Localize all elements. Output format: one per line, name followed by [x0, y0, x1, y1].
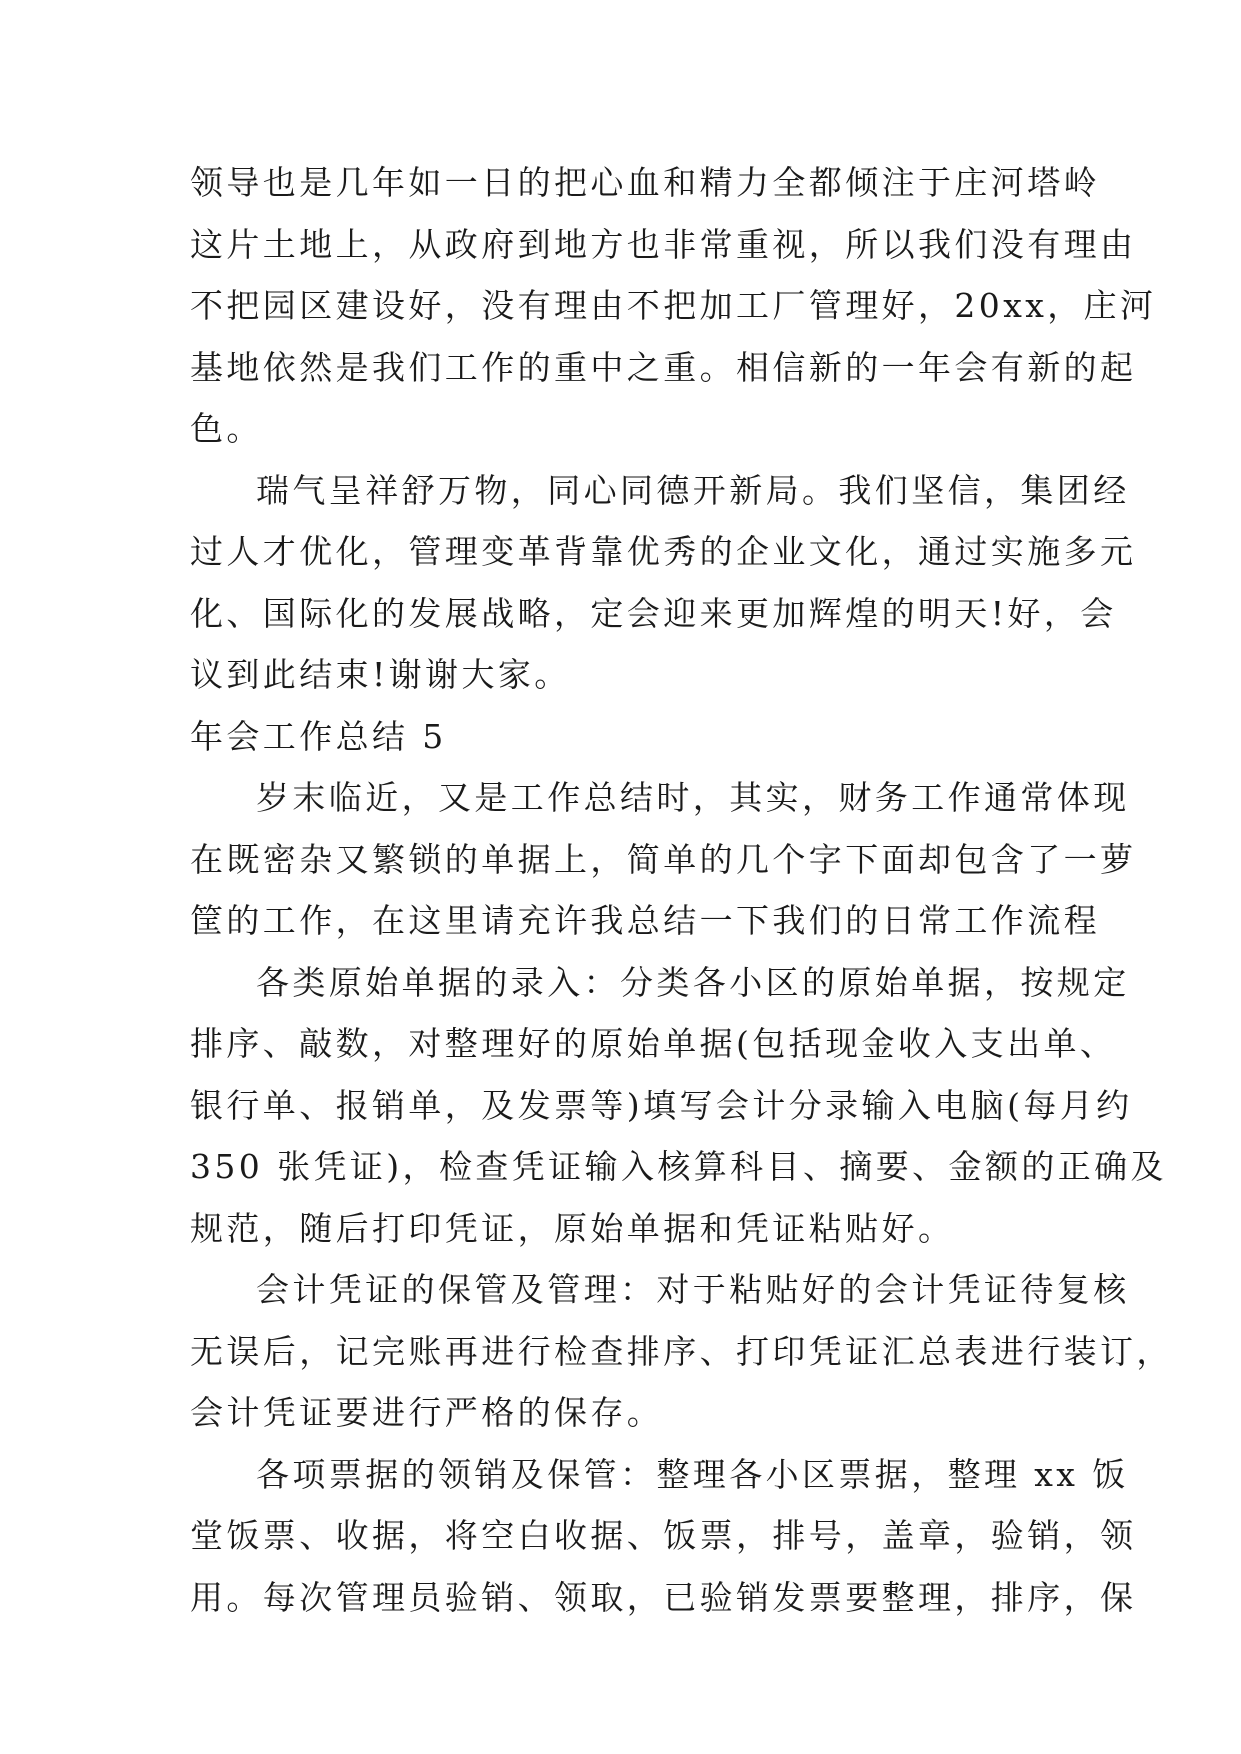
section-heading: 年会工作总结 5 [190, 716, 447, 756]
paragraph-start-line: 各项票据的领销及保管：整理各小区票据，整理 xx 饭 [256, 1454, 1129, 1494]
text-line: 这片土地上，从政府到地方也非常重视，所以我们没有理由 [190, 224, 1137, 264]
text-line: 筐的工作，在这里请充许我总结一下我们的日常工作流程 [190, 901, 1100, 940]
text-line: 在既密杂又繁锁的单据上，简单的几个字下面却包含了一萝 [190, 839, 1137, 879]
text-line: 过人才优化，管理变革背靠优秀的企业文化，通过实施多元 [190, 532, 1137, 571]
text-line: 350 张凭证)，检查凭证输入核算科目、摘要、金额的正确及 [190, 1147, 1167, 1186]
text-line: 堂饭票、收据，将空白收据、饭票，排号，盖章，验销，领 [190, 1516, 1137, 1555]
text-line: 银行单、报销单，及发票等)填写会计分录输入电脑(每月约 [190, 1085, 1133, 1125]
text-line: 基地依然是我们工作的重中之重。相信新的一年会有新的起 [190, 347, 1137, 387]
text-line: 议到此结束!谢谢大家。 [190, 655, 571, 694]
paragraph-start-line: 瑞气呈祥舒万物，同心同德开新局。我们坚信，集团经 [256, 470, 1130, 510]
text-line: 不把园区建设好，没有理由不把加工厂管理好，20xx，庄河 [190, 286, 1157, 325]
document-body [190, 152, 1173, 1628]
text-line: 会计凭证要进行严格的保存。 [190, 1393, 664, 1432]
text-line: 化、国际化的发展战略，定会迎来更加辉煌的明天!好，会 [190, 593, 1117, 633]
text-line: 用。每次管理员验销、领取，已验销发票要整理，排序，保 [190, 1577, 1137, 1617]
paragraph-start-line: 岁末临近，又是工作总结时，其实，财务工作通常体现 [256, 778, 1130, 817]
text-line: 领导也是几年如一日的把心血和精力全都倾注于庄河塔岭 [190, 163, 1100, 202]
paragraph-start-line: 会计凭证的保管及管理：对于粘贴好的会计凭证待复核 [256, 1270, 1130, 1309]
text-line: 规范，随后打印凭证，原始单据和凭证粘贴好。 [190, 1208, 955, 1248]
text-line: 无误后，记完账再进行检查排序、打印凭证汇总表进行装订， [190, 1331, 1173, 1371]
text-line: 色。 [190, 409, 263, 448]
paragraph-start-line: 各类原始单据的录入：分类各小区的原始单据，按规定 [256, 962, 1130, 1002]
text-line: 排序、敲数，对整理好的原始单据(包括现金收入支出单、 [190, 1024, 1117, 1063]
